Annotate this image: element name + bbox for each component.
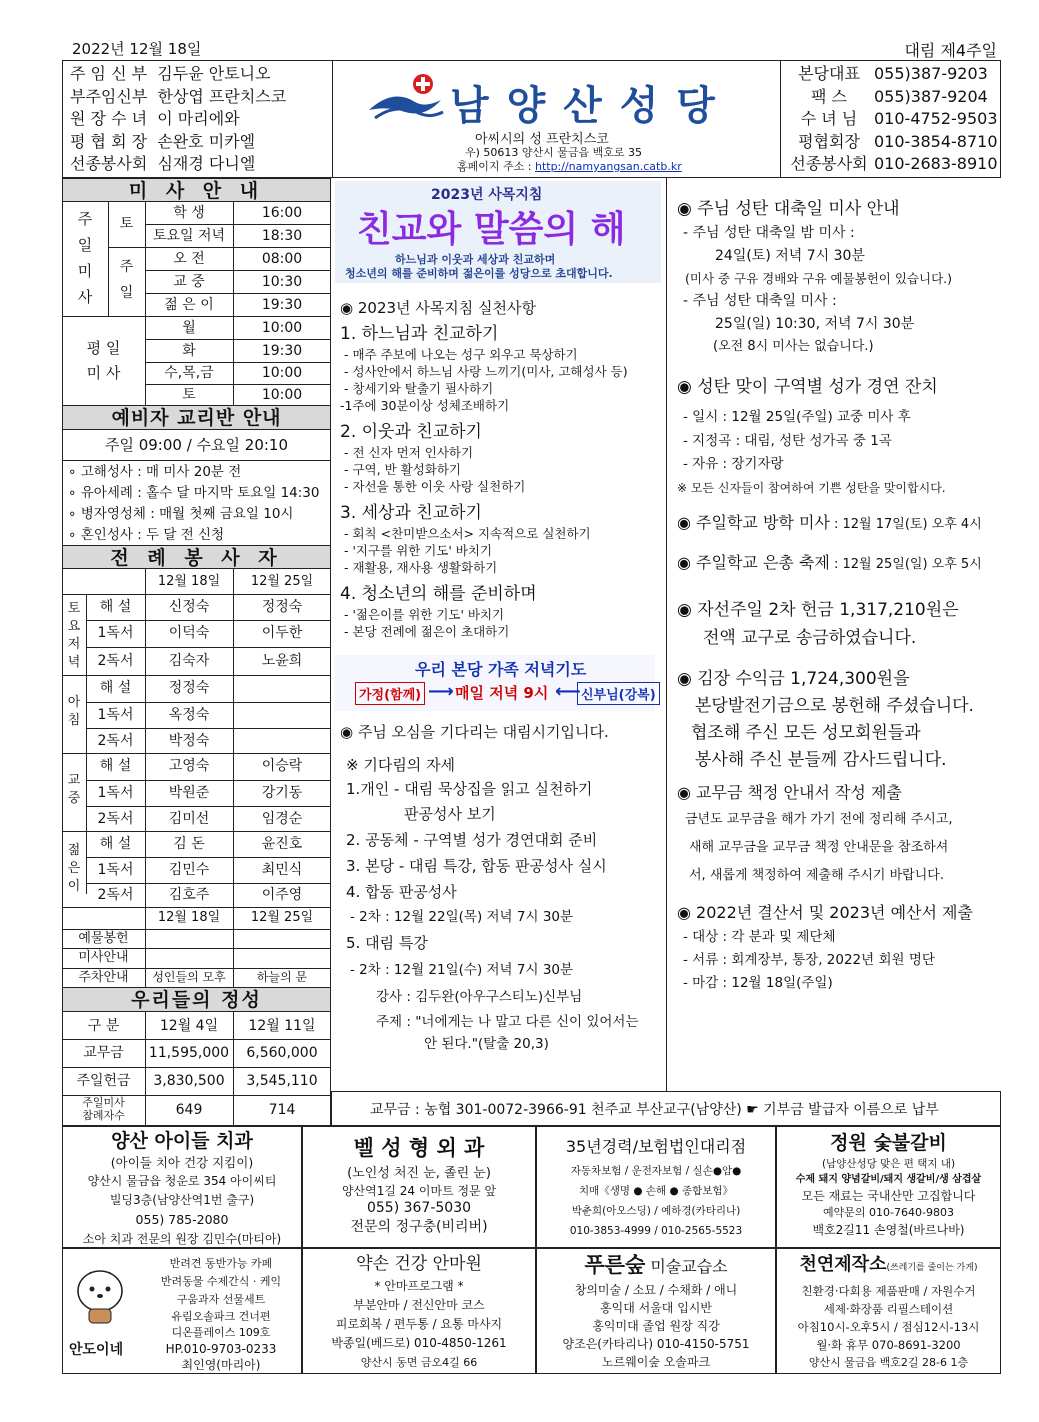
section-item: - '젊은이를 위한 기도' 바치기 <box>344 607 505 622</box>
server-cell: 이주영 <box>261 887 303 903</box>
ad-plastic-surgery <box>302 1126 536 1248</box>
ad-line: 자동차보험 / 운전자보험 / 실손●암● <box>570 1165 742 1177</box>
mass-name: 학 생 <box>173 205 205 221</box>
ad-line: 박종일(베드로) 010-4850-1261 <box>331 1336 507 1350</box>
mass-name: 화 <box>182 343 196 359</box>
server-cell: 최민식 <box>261 862 303 878</box>
ad-title: 양산 아이들 치과 <box>111 1130 253 1152</box>
mass-name: 토요일 저녁 <box>152 228 226 244</box>
label-char: 교 <box>67 773 81 788</box>
group-label <box>62 600 86 672</box>
school-fest <box>677 550 1007 578</box>
parish-name: 남 양 산 성 당 <box>450 83 717 129</box>
label-char: 일 <box>77 236 93 254</box>
server-cell: 임경순 <box>261 811 303 827</box>
label-char: 일 <box>119 285 134 301</box>
liturgical-week: 대림 제4주일 <box>904 41 997 60</box>
due-title: ◉ 교무금 책정 안내서 작성 제출 <box>677 783 902 802</box>
ad-line: 구움과자 선물세트 <box>176 1293 266 1306</box>
note-line: ∘ 병자영성체 : 매월 첫째 금요일 10시 <box>68 506 294 522</box>
advent-line: 1.개인 - 대림 묵상집을 읽고 실천하기 <box>346 780 593 798</box>
offering-label: 주일헌금 <box>76 1073 131 1089</box>
server-cell: 이덕숙 <box>168 625 210 641</box>
ad-line: 전문의 정구충(비리버) <box>350 1219 488 1235</box>
contact-value: 010-4752-9503 <box>874 109 998 128</box>
ad-line: 양산시 물금읍 청운로 354 아이씨티 <box>87 1174 277 1188</box>
contact-value: 055)387-9203 <box>874 64 988 83</box>
banner-year: 2023년 사목지침 <box>431 187 543 203</box>
christmas-title: ◉ 주님 성탄 대축일 미사 안내 <box>677 199 900 219</box>
family-left: 가정(함께) <box>355 682 425 705</box>
ad-title: 천연제작소 <box>799 1254 887 1275</box>
server-cell: 노윤희 <box>261 653 303 669</box>
section-item: - 본당 전례에 젊은이 초대하기 <box>344 624 510 639</box>
notice-line: - 자유 : 장기자랑 <box>683 456 784 472</box>
ad-line: 예약문의 010-7640-9803 <box>823 1206 954 1219</box>
advent-line: 강사 : 김두완(아우구스티노)신부님 <box>376 989 583 1005</box>
contact-value: 010-3854-8710 <box>874 131 998 151</box>
ad-line: 피로회복 / 편두통 / 요통 마사지 <box>335 1317 503 1331</box>
advent-section <box>340 720 665 1055</box>
label-char: 요 <box>67 619 81 634</box>
due-line: 금년도 교무금을 해가 가기 전에 정리해 주시고, <box>685 812 953 827</box>
kimchi-line: 본당발전기금으로 봉헌해 주셨습니다. <box>695 696 974 716</box>
ad-title: 벨 성 형 외 과 <box>353 1136 485 1160</box>
server-cell: 하늘의 문 <box>256 970 308 984</box>
ad-line: HP.010-9703-0233 <box>165 1342 277 1356</box>
label-char: 토 <box>67 601 81 616</box>
ad-line: 양조은(카타리나) 010-4150-5751 <box>562 1337 750 1351</box>
ad-title: 정원 숯불갈비 <box>830 1132 947 1154</box>
ad-line: 양산역1길 24 이마트 정문 앞 <box>341 1184 497 1198</box>
section-title: 2. 이웃과 친교하기 <box>340 422 482 442</box>
offering-value: 6,560,000 <box>246 1045 318 1061</box>
section-title: 1. 하느님과 친교하기 <box>340 324 499 344</box>
mass-time: 10:00 <box>261 320 303 336</box>
label-char: 녁 <box>67 655 81 670</box>
dog-cafe-logo <box>69 1265 131 1333</box>
homepage <box>457 158 682 174</box>
section-item: - 구역, 반 활성화하기 <box>344 462 462 477</box>
staff-name: 한상엽 프란치스코 <box>157 86 287 106</box>
offering-head: 12월 11일 <box>248 1018 316 1034</box>
mass-time: 19:30 <box>261 297 303 313</box>
budget-line: - 마감 : 12월 18일(주일) <box>683 975 833 991</box>
homepage-label: 홈페이지 주소 : <box>457 160 532 173</box>
staff-role: 평 협 회 장 <box>70 131 148 151</box>
school-fest-detail: : 12월 25일(일) 오후 5시 <box>829 557 982 572</box>
label-char: 이 <box>67 879 81 894</box>
advent-line: 4. 합동 판공성사 <box>346 883 457 901</box>
contact-label: 본당대표 <box>798 64 860 83</box>
mass-title: 미 사 안 내 <box>62 178 331 202</box>
ad-art-studio <box>536 1248 776 1374</box>
role-cell: 해 설 <box>99 836 132 852</box>
liturgy-title: 전 례 봉 사 자 <box>62 545 331 569</box>
ad-line: 월·화 휴무 070-8691-3200 <box>816 1338 961 1352</box>
role-cell: 2독서 <box>97 733 134 749</box>
server-cell: 김민수 <box>168 862 210 878</box>
notice-line: ※ 모든 신자들이 참여하여 기쁜 성탄을 맞이합시다. <box>677 481 946 495</box>
due-line: 새해 교무금을 교무금 책정 안내문을 참조하셔 <box>689 840 949 855</box>
label-char: 주 <box>119 259 134 275</box>
offering-head: 구 분 <box>87 1018 120 1034</box>
parish-patron: 아씨시의 성 프란치스코 <box>475 132 609 147</box>
section-item: - 전 신자 먼저 인사하기 <box>344 445 474 460</box>
mass-name: 월 <box>182 320 196 336</box>
ad-line: (남양산성당 맞은 편 택지 내) <box>821 1158 956 1170</box>
ad-title: 약손 건강 안마원 <box>356 1254 482 1274</box>
section-item: - 창세기와 탈출기 필사하기 <box>344 381 494 396</box>
school-mass-detail: : 12월 17일(토) 오후 4시 <box>829 517 982 532</box>
notices <box>677 196 1007 995</box>
mass-time: 10:00 <box>261 365 303 381</box>
server-cell: 김미선 <box>168 811 210 827</box>
contact-value: 010-2683-8910 <box>874 154 998 173</box>
school-mass <box>677 510 1007 538</box>
label-char: 침 <box>67 713 81 728</box>
server-cell: 신정숙 <box>168 599 210 615</box>
role-cell: 해 설 <box>99 758 132 774</box>
server-cell: 정정숙 <box>261 599 303 615</box>
section-item: - 재활용, 재사용 생활화하기 <box>344 560 498 575</box>
contact-label: 수 녀 님 <box>800 109 858 128</box>
family-right: 신부님(강복) <box>577 682 660 705</box>
server-cell: 고영숙 <box>168 758 210 774</box>
ad-line: 양산시 동면 금오4길 66 <box>360 1356 478 1369</box>
parish-logo <box>365 70 445 126</box>
ad-cafe <box>62 1248 302 1374</box>
role-cell: 2독서 <box>97 811 134 827</box>
ad-line: 세제·화장품 리필스테이션 <box>823 1302 954 1316</box>
ad-line: 010-3853-4999 / 010-2565-5523 <box>569 1225 743 1237</box>
date-header: 12월 18일 <box>157 910 221 925</box>
ad-line: 소아 치과 전문의 원장 김민수(마티아) <box>82 1232 282 1246</box>
issue-date: 2022년 12월 18일 <box>72 40 202 58</box>
kimchi-line: ◉ 김장 수익금 1,724,300원을 <box>677 669 910 689</box>
sat-label: 토 <box>119 216 134 232</box>
contact-list <box>784 63 998 176</box>
server-cell: 옥정숙 <box>168 707 210 723</box>
server-cell: 김 돈 <box>173 836 205 852</box>
label-char: 아 <box>67 695 81 710</box>
notice-line: 25일(일) 10:30, 저녁 7시 30분 <box>715 316 915 332</box>
arrow-right-icon: ⟶ <box>428 681 454 702</box>
advent-line: - 2차 : 12월 21일(수) 저녁 7시 30분 <box>350 962 574 978</box>
ad-line: 홍익대 서울대 입시반 <box>600 1301 712 1315</box>
date-header: 12월 25일 <box>250 910 314 925</box>
offering-value: 714 <box>268 1102 296 1118</box>
notice-line: - 일시 : 12월 25일(주일) 교중 미사 후 <box>683 409 911 425</box>
section-item: - 자선을 통한 이웃 사랑 실천하기 <box>344 479 526 494</box>
notice-line: 24일(토) 저녁 7시 30분 <box>715 248 865 264</box>
notice-line: (오전 8시 미사는 없습니다.) <box>713 339 874 354</box>
mass-time: 19:30 <box>261 343 303 359</box>
server-cell: 박정숙 <box>168 733 210 749</box>
date-header: 12월 18일 <box>157 574 221 589</box>
label-char: 은 <box>67 861 81 876</box>
offering-value: 649 <box>175 1102 203 1118</box>
ad-line: 반려동물 수제간식 · 케익 <box>160 1275 282 1288</box>
server-cell: 김숙자 <box>168 653 210 669</box>
staff-role: 선종봉사회 <box>70 154 148 173</box>
offering-title: 우리들의 정성 <box>62 987 331 1012</box>
group-label <box>62 772 86 808</box>
note-line: ∘ 고해성사 : 매 미사 20분 전 <box>68 464 242 480</box>
advent-line: 판공성사 보기 <box>404 805 496 823</box>
section-item: - 성사안에서 하느님 사랑 느끼기(미사, 고해성사 등) <box>344 364 628 379</box>
cafe-logo-text: 안도이네 <box>69 1342 124 1358</box>
ad-line: 디온플레이스 109호 <box>171 1326 271 1339</box>
staff-role: 주 임 신 부 <box>70 64 148 83</box>
server-cell: 강기동 <box>261 785 303 801</box>
sunday-mass-label <box>62 206 108 310</box>
ad-title-suffix: (쓰레기를 줄이는 가게) <box>886 1263 978 1273</box>
notice-line: - 주님 성탄 대축일 밤 미사 : <box>683 225 855 241</box>
role-cell: 2독서 <box>97 653 134 669</box>
role-cell: 1독서 <box>97 707 134 723</box>
ad-line: 홍익미대 졸업 원장 직강 <box>592 1319 720 1333</box>
ad-line: 유림오솔파크 건너편 <box>171 1310 271 1323</box>
ad-galbi <box>776 1126 1001 1248</box>
sun-label <box>108 254 145 306</box>
role-cell: 해 설 <box>99 680 132 696</box>
ad-title-suffix: 미술교습소 <box>650 1257 728 1276</box>
due-line: 서, 새롭게 책정하여 제출해 주시기 바랍니다. <box>689 868 944 883</box>
kimchi-line: 봉사해 주신 분들께 감사드립니다. <box>695 750 947 770</box>
advent-line: 주제 : "너에게는 나 말고 다른 신이 있어서는 <box>376 1014 639 1030</box>
mass-time: 10:00 <box>261 387 303 403</box>
catechumen-schedule: 주일 09:00 / 수요일 20:10 <box>104 436 289 454</box>
offering-value: 3,830,500 <box>153 1073 225 1089</box>
label-char: 미 <box>77 262 93 280</box>
offering-value: 3,545,110 <box>246 1073 318 1089</box>
ad-line: 박춘희(아오스딩) / 예하경(카타리나) <box>571 1205 741 1217</box>
contact-label: 선종봉사회 <box>790 154 868 173</box>
charity-line: 전액 교구로 송금하였습니다. <box>703 628 917 648</box>
role-cell: 미사안내 <box>78 950 129 965</box>
notice-line: - 지정곡 : 대림, 성탄 성가곡 중 1곡 <box>683 433 892 449</box>
ad-line: 055) 367-5030 <box>366 1200 472 1216</box>
contact-value: 055)387-9204 <box>874 86 988 106</box>
ad-line: 아침10시-오후5시 / 점심12시-13시 <box>797 1320 980 1334</box>
label-char: 젊 <box>67 843 81 858</box>
label-char: 주 <box>77 210 93 228</box>
ad-line: (아이들 치아 건강 지킴이) <box>110 1155 254 1170</box>
ad-insurance <box>536 1126 776 1248</box>
catechumen-title: 예비자 교리반 안내 <box>62 405 331 430</box>
mass-name: 수,목,금 <box>164 365 214 381</box>
pastoral-banner <box>335 181 661 283</box>
ad-massage <box>302 1248 536 1374</box>
advent-line: - 2차 : 12월 22일(목) 저녁 7시 30분 <box>350 909 574 925</box>
ad-line: 055) 785-2080 <box>135 1212 229 1227</box>
staff-name: 심재경 다니엘 <box>157 154 256 173</box>
ad-line: 치매《생명 ● 손해 ● 종합보험》 <box>578 1185 734 1197</box>
staff-name: 이 마리에와 <box>157 109 240 128</box>
school-fest-title: ◉ 주일학교 은총 축제 <box>677 553 830 572</box>
staff-list <box>70 63 286 176</box>
server-cell: 성인들의 모후 <box>152 970 226 984</box>
section-item: -1주에 30분이상 성체조배하기 <box>340 398 510 413</box>
ad-line: 모든 재료는 국내산만 고집합니다 <box>801 1189 976 1203</box>
ad-line: 빌딩3층(남양산역1번 출구) <box>109 1193 255 1207</box>
note-line: ∘ 혼인성사 : 두 달 전 신청 <box>68 527 225 543</box>
staff-role: 부주임신부 <box>70 86 148 106</box>
ad-line: 수제 돼지 양념갈비/돼지 생갈비/생 삼겹살 <box>795 1174 982 1185</box>
server-cell: 윤진호 <box>261 836 303 852</box>
offering-value: 11,595,000 <box>148 1045 230 1061</box>
ad-title: 35년경력/보험법인대리점 <box>565 1137 747 1156</box>
label-char: 저 <box>67 637 81 652</box>
budget-title: ◉ 2022년 결산서 및 2023년 예산서 제출 <box>677 903 973 922</box>
advent-line: 3. 본당 - 대림 특강, 합동 판공성사 실시 <box>346 857 607 875</box>
notice-line: (미사 중 구유 경배와 구유 예물봉헌이 있습니다.) <box>685 271 952 286</box>
sacrament-notes <box>68 462 319 546</box>
banner-sub2: 청소년의 해를 준비하며 젊은이를 성당으로 초대합니다. <box>345 267 613 280</box>
mass-time: 08:00 <box>261 251 303 267</box>
section-item: - 회칙 <찬미받으소서> 지속적으로 실천하기 <box>344 526 591 541</box>
pastoral-heading: ◉ 2023년 사목지침 실천사항 <box>340 299 536 317</box>
ad-title: 푸른숲 <box>584 1253 646 1277</box>
ad-line: 백호2길11 손영철(바르나바) <box>812 1223 965 1237</box>
section-title: 4. 청소년의 해를 준비하며 <box>340 584 537 604</box>
mass-name: 젊 은 이 <box>164 297 214 313</box>
carol-title: ◉ 성탄 맞이 구역별 성가 경연 잔치 <box>677 377 938 397</box>
offering-label: 주일미사 참례자수 <box>82 1096 125 1122</box>
banner-main: 친교와 말씀의 해 <box>357 209 626 250</box>
account-info: 교무금 : 농협 301-0072-3966-91 천주교 부산교구(남양산) ☛ 기부금 발급자 이름으로 납부 <box>370 1102 939 1118</box>
arrow-left-icon: ⟵ <box>555 681 581 702</box>
homepage-link[interactable]: http://namyangsan.catb.kr <box>534 160 682 173</box>
family-time: 매일 저녁 9시 <box>455 684 549 702</box>
staff-name: 김두윤 안토니오 <box>157 64 271 83</box>
section-item: - 매주 주보에 나오는 성구 외우고 묵상하기 <box>344 347 578 362</box>
label-char: 중 <box>67 791 81 806</box>
group-label <box>62 842 86 896</box>
ad-title-row <box>537 1251 775 1281</box>
budget-line: - 서류 : 회계장부, 통장, 2022년 회원 명단 <box>683 952 935 968</box>
advent-line: 2. 공동체 - 구역별 성가 경연대회 준비 <box>346 831 598 849</box>
role-cell: 주차안내 <box>78 970 129 985</box>
label-line: 평 일 <box>86 339 121 357</box>
advent-line: 5. 대림 특강 <box>346 934 428 952</box>
ad-line: 친환경·다회용 제품판매 / 자원수거 <box>801 1284 976 1298</box>
mass-time: 16:00 <box>261 205 303 221</box>
label-char: 사 <box>77 288 93 306</box>
banner-sub1: 하느님과 이웃과 세상과 친교하며 <box>395 253 556 266</box>
section-item: - '지구를 위한 기도' 바치기 <box>344 543 493 558</box>
advent-sub: ※ 기다림의 자세 <box>346 756 456 774</box>
charity-line: ◉ 자선주일 2차 헌금 1,317,210원은 <box>677 600 959 620</box>
mass-name: 토 <box>182 387 196 403</box>
advent-heading: ◉ 주님 오심을 기다리는 대림시기입니다. <box>340 723 609 741</box>
contact-label: 팩 스 <box>811 86 847 106</box>
mass-time: 18:30 <box>261 228 303 244</box>
role-cell: 1독서 <box>97 785 134 801</box>
notice-line: - 주님 성탄 대축일 미사 : <box>683 293 837 309</box>
ad-line: * 안마프로그램 * <box>374 1279 464 1293</box>
server-cell: 김호주 <box>168 887 210 903</box>
ad-title-row <box>777 1251 1000 1282</box>
ad-line: (노인성 처진 눈, 졸린 눈) <box>347 1166 491 1181</box>
section-title: 3. 세상과 친교하기 <box>340 503 482 523</box>
pastoral-sections <box>340 322 660 640</box>
ad-line: 부분안마 / 전신안마 코스 <box>353 1298 485 1312</box>
label-line: 미 사 <box>86 364 121 382</box>
group-label <box>62 694 86 730</box>
offering-label: 교무금 <box>83 1045 124 1061</box>
ad-line: 최인영(마리아) <box>181 1358 261 1372</box>
role-cell: 1독서 <box>97 862 134 878</box>
contact-label: 평협회장 <box>798 131 860 151</box>
ad-line: 창의미술 / 소묘 / 수채화 / 애니 <box>574 1283 738 1297</box>
note-line: ∘ 유아세례 : 홀수 달 마지막 토요일 14:30 <box>68 485 320 501</box>
ad-dental <box>62 1126 302 1248</box>
role-cell: 예물봉헌 <box>78 931 129 946</box>
advent-line: 안 된다."(탈출 20,3) <box>424 1036 549 1052</box>
budget-line: - 대상 : 각 분과 및 제단체 <box>683 929 836 945</box>
server-cell: 이두한 <box>261 625 303 641</box>
server-cell: 이승락 <box>261 758 303 774</box>
server-cell: 정정숙 <box>168 680 210 696</box>
staff-name: 손완호 미카엘 <box>157 131 256 151</box>
family-prayer-title: 우리 본당 가족 저녁기도 <box>415 660 587 679</box>
date-header: 12월 25일 <box>250 574 314 589</box>
family-prayer-box <box>335 655 655 711</box>
ad-line: 양산시 물금읍 백호2길 28-6 1층 <box>808 1356 969 1369</box>
offering-head: 12월 4일 <box>159 1018 219 1034</box>
kimchi-line: 협조해 주신 모든 성모회원들과 <box>691 723 921 743</box>
parish-address: 우) 50613 양산시 물금읍 백호로 35 <box>465 146 643 159</box>
mass-time: 10:30 <box>261 274 303 290</box>
role-cell: 2독서 <box>97 887 134 903</box>
weekday-mass-label <box>62 336 145 386</box>
school-mass-title: ◉ 주일학교 방학 미사 <box>677 513 830 532</box>
server-cell: 박원준 <box>168 785 210 801</box>
ad-zero-waste <box>776 1248 1001 1374</box>
ad-title: 반려견 동반가능 카페 <box>169 1257 273 1270</box>
role-cell: 1독서 <box>97 625 134 641</box>
role-cell: 해 설 <box>99 599 132 615</box>
mass-name: 오 전 <box>173 251 205 267</box>
ad-line: 노르웨이숲 오솔파크 <box>601 1355 711 1369</box>
mass-name: 교 중 <box>173 274 205 290</box>
staff-role: 원 장 수 녀 <box>70 109 148 128</box>
